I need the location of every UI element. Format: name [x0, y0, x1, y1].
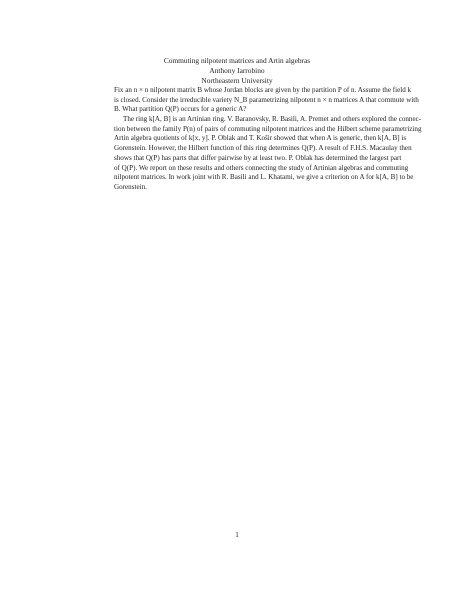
page-number: 1 [235, 531, 239, 539]
abstract-line: nilpotent matrices. In work joint with R. Basili and L. Khatami, we give a criterion on A for k[A, B] to be [114, 173, 414, 182]
title-block [0, 56, 474, 86]
author-affiliation: Northeastern University [201, 76, 273, 85]
abstract-line: shows that Q(P) has parts that differ pairwise by at least two. P. Oblak has determined the largest part [114, 153, 402, 162]
abstract-line: tion between the family P(n) of pairs of commuting nilpotent matrices and the Hilbert scheme parametrizing [114, 124, 422, 133]
abstract-line: The ring k[A, B] is an Artinian ring. V. Baranovsky, R. Basili, A. Premet and others explored the connec- [123, 115, 422, 124]
paper-title: Commuting nilpotent matrices and Artin algebras [163, 56, 311, 65]
abstract-body [114, 86, 422, 193]
abstract-line: Artin algebra quotients of k[x, y]. P. Oblak and T. Košir showed that when A is generic, then k[A, B] is [114, 134, 407, 143]
abstract-line: is closed. Consider the irreducible variety N_B parametrizing nilpotent n × n matrices A that commute with [114, 95, 419, 104]
abstract-line: B. What partition Q(P) occurs for a generic A? [114, 105, 247, 114]
abstract-line: Gorenstein. [114, 182, 147, 191]
author-name: Anthony Iarrobino [209, 66, 265, 75]
abstract-line: of Q(P). We report on these results and others connecting the study of Artinian algebras and commuting [114, 163, 409, 172]
abstract-line: Fix an n × n nilpotent matrix B whose Jordan blocks are given by the partition P of n. Assume the field k [114, 86, 412, 94]
abstract-line: Gorenstein. However, the Hilbert function of this ring determines Q(P). A result of F.H.S. Macaulay then [114, 144, 412, 153]
